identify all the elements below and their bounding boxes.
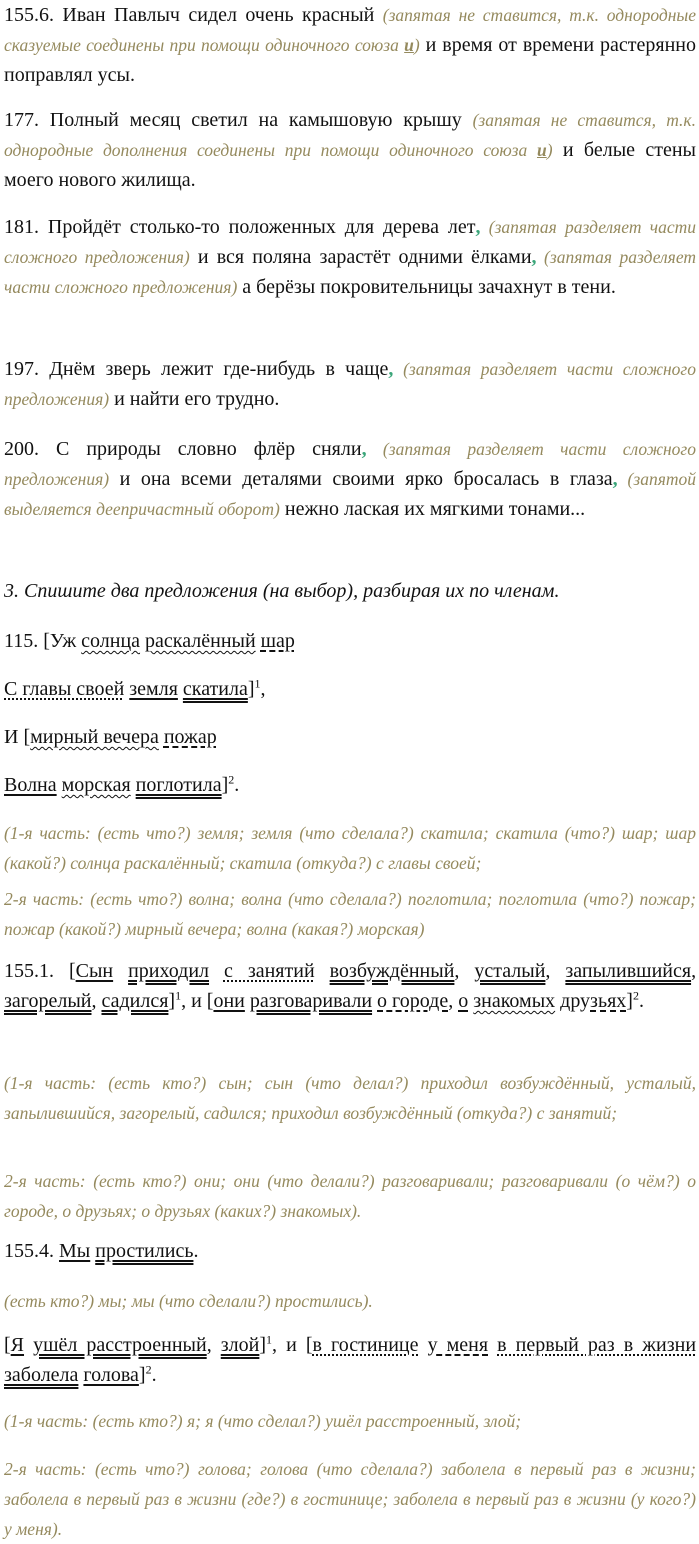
subject-underline: Волна xyxy=(4,774,57,796)
subject-underline: земля xyxy=(129,678,178,700)
note: (запятая разделяет части сложного предложения) xyxy=(4,359,696,409)
object-underline: шар xyxy=(260,630,295,652)
subject-underline: Я xyxy=(10,1334,25,1356)
adverbial-underline: с занятий xyxy=(223,960,315,982)
task-3-heading: 3. Спишите два предложения (на выбор), разбирая их по членам. xyxy=(4,580,560,602)
paragraph-181 xyxy=(4,212,696,302)
text: 155.6. Иван Павлыч сидел очень красный xyxy=(4,4,383,26)
predicate-underline: загорелый xyxy=(4,990,92,1012)
note-155-4-part-1: (1-я часть: (есть кто?) я; я (что сделал?) ушёл расстроенный, злой; xyxy=(4,1411,522,1431)
note-115-part-1: (1-я часть: (есть что?) земля; земля (что сделала?) скатила; скатила (что?) шар; шар (какой?) солнца раскалённый; скатила (откуда?) с главы своей; xyxy=(4,823,696,873)
object-underline: о xyxy=(458,990,469,1012)
text: а берёзы покровительницы зачахнут в тени. xyxy=(237,276,616,298)
subject-underline: голова xyxy=(83,1364,139,1386)
note: (запятая разделяет части сложного предложения) xyxy=(4,217,697,267)
paragraph-155-6 xyxy=(4,0,696,90)
note: (запятая разделяет части сложного предложения) xyxy=(4,247,696,297)
adverbial-underline: С главы своей xyxy=(4,678,125,700)
object-underline: о городе xyxy=(377,990,449,1012)
predicate-underline: усталый xyxy=(474,960,546,982)
predicate-underline: поглотила xyxy=(135,774,222,796)
predicate-underline: ушёл расстроенный xyxy=(33,1334,207,1356)
predicate-underline: заболела xyxy=(4,1364,79,1386)
comma-mark: , xyxy=(361,438,367,460)
subject-underline: Сын xyxy=(75,960,114,982)
note: (запятая не ставится, т.к. однородные дополнения соединены при помощи одиночного союза и) xyxy=(4,110,696,160)
object-underline: друзьях xyxy=(560,990,627,1012)
attribute-underline: знакомых xyxy=(473,990,556,1012)
note: (запятой выделяется деепричастный оборот) xyxy=(4,469,696,519)
predicate-underline: запылившийся xyxy=(565,960,692,982)
note-155-4: (есть кто?) мы; мы (что сделали?) простились). xyxy=(4,1291,373,1311)
attribute-underline: мирный вечера xyxy=(30,726,159,748)
note-155-1-part-2: 2-я часть: (есть кто?) они; они (что делали?) разговаривали; разговаривали (о чём?) о городе, о друзьях; о друзьях (каких?) знакомых). xyxy=(4,1171,696,1221)
comma-mark: , xyxy=(612,468,618,490)
text: 200. С природы словно флёр сняли xyxy=(4,438,362,460)
poem-115-line-3: И [мирный вечера пожар xyxy=(4,726,217,748)
comma-mark: , xyxy=(475,216,481,238)
paragraph-200 xyxy=(4,434,696,524)
predicate-underline: злой xyxy=(220,1334,260,1356)
adverbial-underline: в гостинице xyxy=(312,1334,419,1356)
paragraph-197 xyxy=(4,354,696,414)
text: и она всеми деталями своими ярко бросалась в глаза xyxy=(109,468,613,490)
predicate-underline: разговаривали xyxy=(249,990,373,1012)
text: нежно лаская их мягкими тонами... xyxy=(279,498,586,520)
poem-115-line-2: С главы своей земля скатила]$^1$, xyxy=(4,676,266,700)
paragraph-155-4: 155.4. Мы простились. xyxy=(4,1240,199,1262)
paragraph-177 xyxy=(4,105,696,195)
paragraph-155-1: 155.1. [Сын приходил с занятий возбуждённый, усталый, запылившийся, загорелый, садился]$^1$, и [они разговаривали о городе, о знакомых друзьях]$^2$. xyxy=(4,960,697,1012)
note-115-part-2: 2-я часть: (есть что?) волна; волна (что сделала?) поглотила; поглотила (что?) пожар; пожар (какой?) мирный вечера; волна (какая?) морская) xyxy=(4,889,696,939)
poem-115-line-1: 115. [Уж солнца раскалённый шар xyxy=(4,630,295,652)
paragraph-155-4-sentence: [Я ушёл расстроенный, злой]$^1$, и [в гостинице у меня в первый раз в жизни заболела голова]$^2$. xyxy=(4,1332,697,1386)
note-155-1-part-1: (1-я часть: (есть кто?) сын; сын (что делал?) приходил возбуждённый, усталый, запылившийся, загорелый, садился; приходил возбуждённый (откуда?) с занятий; xyxy=(4,1073,696,1123)
attribute-underline: солнца xyxy=(81,630,141,652)
predicate-underline: приходил xyxy=(128,960,210,982)
attribute-underline: раскалённый xyxy=(145,630,256,652)
text: и белые стены моего нового жилища. xyxy=(4,139,696,191)
comma-mark: , xyxy=(531,246,537,268)
poem-115-line-4: Волна морская поглотила]$^2$. xyxy=(4,772,240,796)
text: и время от времени растерянно поправлял усы. xyxy=(4,34,696,86)
note-155-4-part-2: 2-я часть: (есть что?) голова; голова (что сделала?) заболела в первый раз в жизни; заболела в первый раз в жизни (где?) в гостинице; заболела в первый раз в жизни (у кого?) у меня). xyxy=(4,1459,696,1539)
text: и вся поляна зарастёт одними ёлками xyxy=(189,246,532,268)
note: (запятая не ставится, т.к. однородные сказуемые соединены при помощи одиночного союза и) xyxy=(4,5,696,55)
subject-underline: они xyxy=(213,990,245,1012)
object-underline: пожар xyxy=(163,726,217,748)
text: 181. Пройдёт столько-то положенных для дерева лет xyxy=(4,216,476,238)
note: (запятая разделяет части сложного предложения) xyxy=(4,439,696,489)
comma-mark: , xyxy=(388,358,394,380)
attribute-underline: морская xyxy=(61,774,131,796)
adverbial-underline: в первый раз в жизни xyxy=(497,1334,697,1356)
text: 177. Полный месяц светил на камышовую крышу xyxy=(4,109,473,131)
object-underline: у меня xyxy=(427,1334,489,1356)
text: 197. Днём зверь лежит где-нибудь в чаще xyxy=(4,358,389,380)
predicate-underline: скатила xyxy=(182,678,248,700)
predicate-underline: возбуждённый xyxy=(329,960,455,982)
predicate-underline: простились xyxy=(95,1240,194,1262)
text: и найти его трудно. xyxy=(109,388,280,410)
predicate-underline: садился xyxy=(101,990,169,1012)
subject-underline: Мы xyxy=(59,1240,91,1262)
